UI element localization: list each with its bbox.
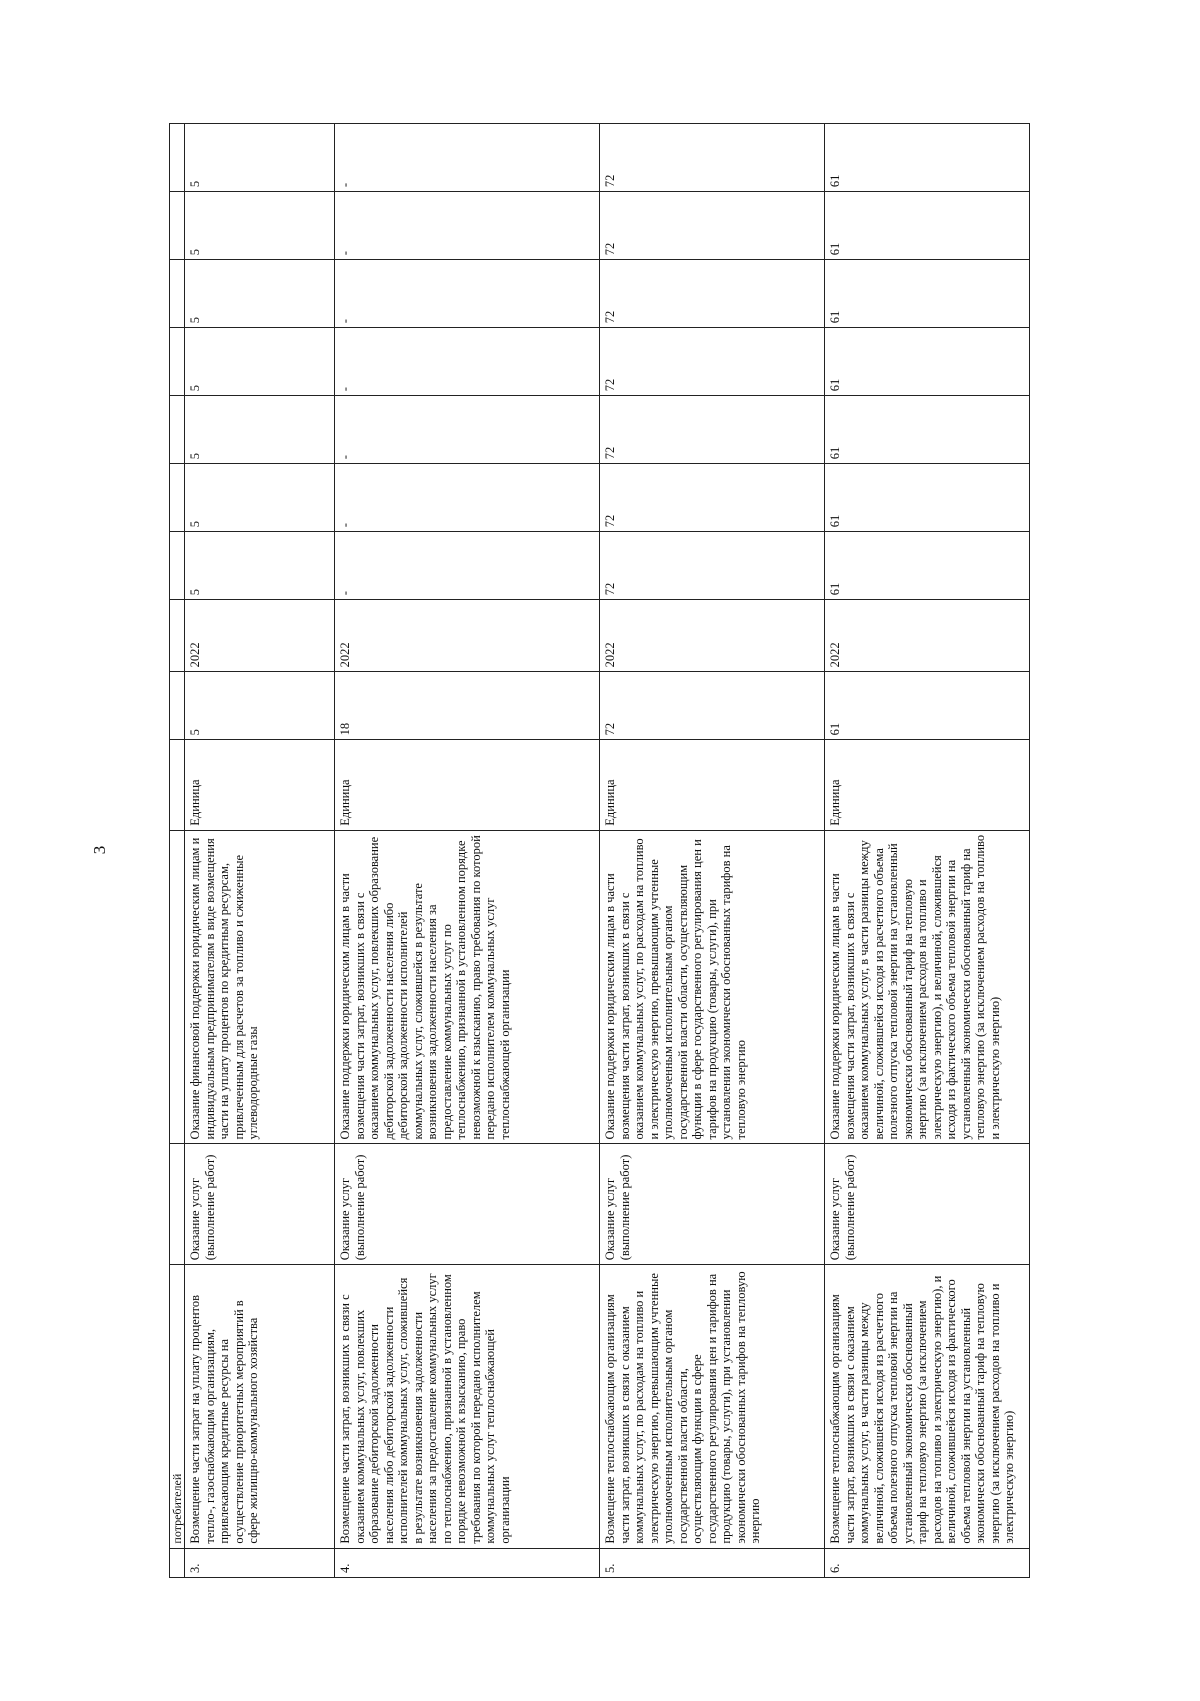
- header-cell: [170, 830, 185, 1144]
- row-year-value: 61: [825, 464, 1030, 532]
- row-base-value: 61: [825, 672, 1030, 740]
- table-row: [600, 124, 825, 1578]
- header-cell: [170, 600, 185, 672]
- row-number: 3.: [185, 1548, 335, 1577]
- row-year-value: 61: [825, 532, 1030, 600]
- row-number: 4.: [335, 1548, 600, 1577]
- header-cell: [170, 396, 185, 464]
- header-cell-empty: [170, 1548, 185, 1577]
- header-cell: [170, 124, 185, 192]
- row-year-value: 5: [185, 124, 335, 192]
- rotated-table-wrapper: [169, 123, 1029, 1578]
- row-year-value: 5: [185, 396, 335, 464]
- header-cell: [170, 532, 185, 600]
- table-row: [185, 124, 335, 1578]
- row-base-value: 72: [600, 672, 825, 740]
- page-number: 3: [90, 845, 109, 855]
- row-year-value: 72: [600, 396, 825, 464]
- row-unit: Единица: [600, 740, 825, 830]
- row-year-value: 61: [825, 124, 1030, 192]
- row-year-value: 72: [600, 532, 825, 600]
- row-year-value: 61: [825, 192, 1030, 260]
- header-cell: [170, 672, 185, 740]
- row-description: Оказание поддержки юридическим лицам в части возмещения части затрат, возникших в связи с оказанием коммунальных услуг, по расходам на топливо и электрическую энергию, превышающим учтенные уполномоченным исполнительным органом государственной власти области, осуществляющим функции в сфере государственного регулирования цен и тарифов на продукцию (товары, услуги), при установлении экономически обоснованных тарифов на тепловую энергию: [600, 830, 825, 1144]
- row-unit: Единица: [825, 740, 1030, 830]
- row-type: Оказание услуг (выполнение работ): [600, 1144, 825, 1265]
- header-cell: [170, 328, 185, 396]
- row-year-value: -: [335, 532, 600, 600]
- row-year-value: 5: [185, 464, 335, 532]
- header-cell: [170, 464, 185, 532]
- row-number: 6.: [825, 1548, 1030, 1577]
- row-year-value: -: [335, 464, 600, 532]
- header-cell: [170, 1144, 185, 1265]
- header-cell: [170, 260, 185, 328]
- row-name: Возмещение части затрат, возникших в связи с оказанием коммунальных услуг, повлекших образование дебиторской задолженности населения либо дебиторской задолженности исполнителей коммунальных услуг, сложившейся в результате возникновения задолженности населения за предоставление коммунальных услуг по теплоснабжению, признанной в установленном порядке невозможной к взысканию, право требования по которой передано исполнителем коммунальных услуг теплоснабжающей организации: [335, 1265, 600, 1548]
- header-cell-consumers: потребителей: [170, 1265, 185, 1548]
- table-row: [825, 124, 1030, 1578]
- header-cell: [170, 740, 185, 830]
- row-year-value: 61: [825, 328, 1030, 396]
- row-year-value: 5: [185, 328, 335, 396]
- row-year-value: 72: [600, 124, 825, 192]
- indicators-table: [169, 123, 1030, 1578]
- row-type: Оказание услуг (выполнение работ): [185, 1144, 335, 1265]
- row-type: Оказание услуг (выполнение работ): [335, 1144, 600, 1265]
- row-year-value: -: [335, 260, 600, 328]
- row-year-value: 72: [600, 464, 825, 532]
- row-name: Возмещение теплоснабжающим организациям части затрат, возникших в связи с оказанием коммунальных услуг, по расходам на топливо и электрическую энергию, превышающим учтенные уполномоченным исполнительным органом государственной власти области, осуществляющим функции в сфере государственного регулирования цен и тарифов на продукцию (товары, услуги), при установлении экономически обоснованных тарифов на тепловую энергию: [600, 1265, 825, 1548]
- row-year-value: 5: [185, 532, 335, 600]
- row-base-year: 2022: [600, 600, 825, 672]
- row-name: Возмещение части затрат на уплату процентов тепло-, газоснабжающим организациям, привлекающим кредитные ресурсы на осуществление приоритетных мероприятий в сфере жилищно-коммунального хозяйства: [185, 1265, 335, 1548]
- row-year-value: 72: [600, 192, 825, 260]
- row-base-year: 2022: [825, 600, 1030, 672]
- row-year-value: 5: [185, 192, 335, 260]
- row-description: Оказание поддержки юридическим лицам в части возмещения части затрат, возникших в связи с оказанием коммунальных услуг, повлекших образование дебиторской задолженности населения либо дебиторской задолженности исполнителей коммунальных услуг, сложившейся в результате возникновения задолженности населения за предоставление коммунальных услуг по теплоснабжению, признанной в установленном порядке невозможной к взысканию, право требования по которой передано исполнителем коммунальных услуг теплоснабжающей организации: [335, 830, 600, 1144]
- row-base-year: 2022: [185, 600, 335, 672]
- row-base-year: 2022: [335, 600, 600, 672]
- row-description: Оказание финансовой поддержки юридическим лицам и индивидуальным предпринимателям в виде возмещения части на уплату процентов по кредитным ресурсам, привлеченным для расчетов за топливо и сжиженные углеводородные газы: [185, 830, 335, 1144]
- row-year-value: -: [335, 328, 600, 396]
- row-unit: Единица: [185, 740, 335, 830]
- row-unit: Единица: [335, 740, 600, 830]
- table-header-row: [170, 124, 185, 1578]
- row-description: Оказание поддержки юридическим лицам в части возмещения части затрат, возникших в связи с оказанием коммунальных услуг, в части разницы между величиной, сложившейся исходя из расчетного объема полезного отпуска тепловой энергии на установленный экономически обоснованный тариф на тепловую энергию (за исключением расходов на топливо и электрическую энергию), и величиной, сложившейся исходя из фактического объема тепловой энергии на установленный экономически обоснованный тариф на тепловую энергию (за исключением расходов на топливо и электрическую энергию): [825, 830, 1030, 1144]
- row-year-value: 61: [825, 396, 1030, 464]
- row-base-value: 5: [185, 672, 335, 740]
- header-cell: [170, 192, 185, 260]
- row-year-value: 72: [600, 260, 825, 328]
- row-year-value: 5: [185, 260, 335, 328]
- row-type: Оказание услуг (выполнение работ): [825, 1144, 1030, 1265]
- table-row: [335, 124, 600, 1578]
- row-year-value: -: [335, 396, 600, 464]
- row-year-value: -: [335, 192, 600, 260]
- row-base-value: 18: [335, 672, 600, 740]
- row-number: 5.: [600, 1548, 825, 1577]
- row-year-value: 61: [825, 260, 1030, 328]
- row-year-value: -: [335, 124, 600, 192]
- row-year-value: 72: [600, 328, 825, 396]
- row-name: Возмещение теплоснабжающим организациям части затрат, возникших в связи с оказанием коммунальных услуг, в части разницы между величиной, сложившейся исходя из расчетного объема полезного отпуска тепловой энергии на установленный экономически обоснованный тариф на тепловую энергию (за исключением расходов на топливо и электрическую энергию), и величиной, сложившейся исходя из фактического объема тепловой энергии на установленный экономически обоснованный тариф на тепловую энергию (за исключением расходов на топливо и электрическую энергию): [825, 1265, 1030, 1548]
